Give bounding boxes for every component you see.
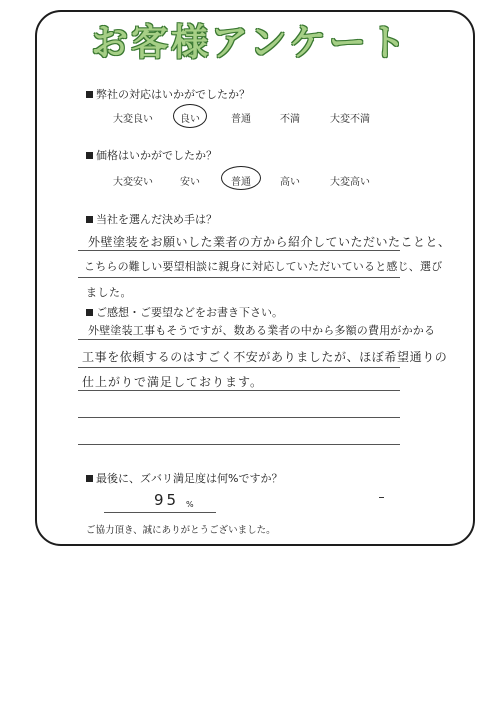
service-options [0,110,500,126]
feedback-answer-line-1: 外壁塗装工事もそうですが、数ある業者の中から多額の費用がかかる [88,324,436,337]
question-feedback: ご感想・ご要望などをお書き下さい。 [86,304,283,320]
square-bullet-icon [86,475,93,482]
reason-answer-line-1: 外壁塗装をお願いした業者の方から紹介していただいたことと、 [88,235,451,249]
answer-line [78,339,400,340]
selected-circle-mark [173,104,207,128]
price-option-expensive[interactable]: 高い [280,177,300,188]
service-option-normal[interactable]: 普通 [231,114,251,125]
reason-answer-line-2: こちらの難しい要望相談に親身に対応していただいていると感じ、選び [84,260,443,273]
question-satisfaction: 最後に、ズバリ満足度は何%ですか？ [86,470,282,486]
square-bullet-icon [86,152,93,159]
service-option-very-good[interactable]: 大変良い [113,114,153,125]
answer-line [78,277,400,278]
survey-title: お客様アンケート [91,21,409,64]
answer-line [78,417,400,418]
dash-mark [379,497,384,498]
feedback-answer-line-3: 仕上がりで満足しております。 [82,375,264,389]
question-service: 弊社の対応はいかがでしたか？ [86,86,250,102]
service-option-dissatisfied[interactable]: 不満 [280,114,300,125]
question-reason: 当社を選んだ決め手は？ [86,211,217,227]
square-bullet-icon [86,216,93,223]
satisfaction-line [104,512,216,513]
answer-line [78,390,400,391]
square-bullet-icon [86,91,93,98]
question-price: 価格はいかがでしたか？ [86,147,217,163]
service-option-good[interactable]: 良い [180,114,200,125]
satisfaction-value: 95 [154,491,180,509]
answer-line [78,444,400,445]
square-bullet-icon [86,309,93,316]
price-option-very-cheap[interactable]: 大変安い [113,177,153,188]
reason-answer-line-3: ました。 [86,286,132,299]
answer-line [78,367,400,368]
selected-circle-mark [221,166,261,190]
satisfaction-unit: % [186,500,194,509]
answer-line [78,250,400,251]
thanks-message: ご協力頂き、誠にありがとうございました。 [86,525,276,536]
price-option-cheap[interactable]: 安い [180,177,200,188]
feedback-answer-line-2: 工事を依頼するのはすごく不安がありましたが、ほぼ希望通りの [82,350,448,364]
price-option-normal[interactable]: 普通 [231,177,251,188]
service-option-very-dissatisfied[interactable]: 大変不満 [330,114,370,125]
price-option-very-expensive[interactable]: 大変高い [330,177,370,188]
